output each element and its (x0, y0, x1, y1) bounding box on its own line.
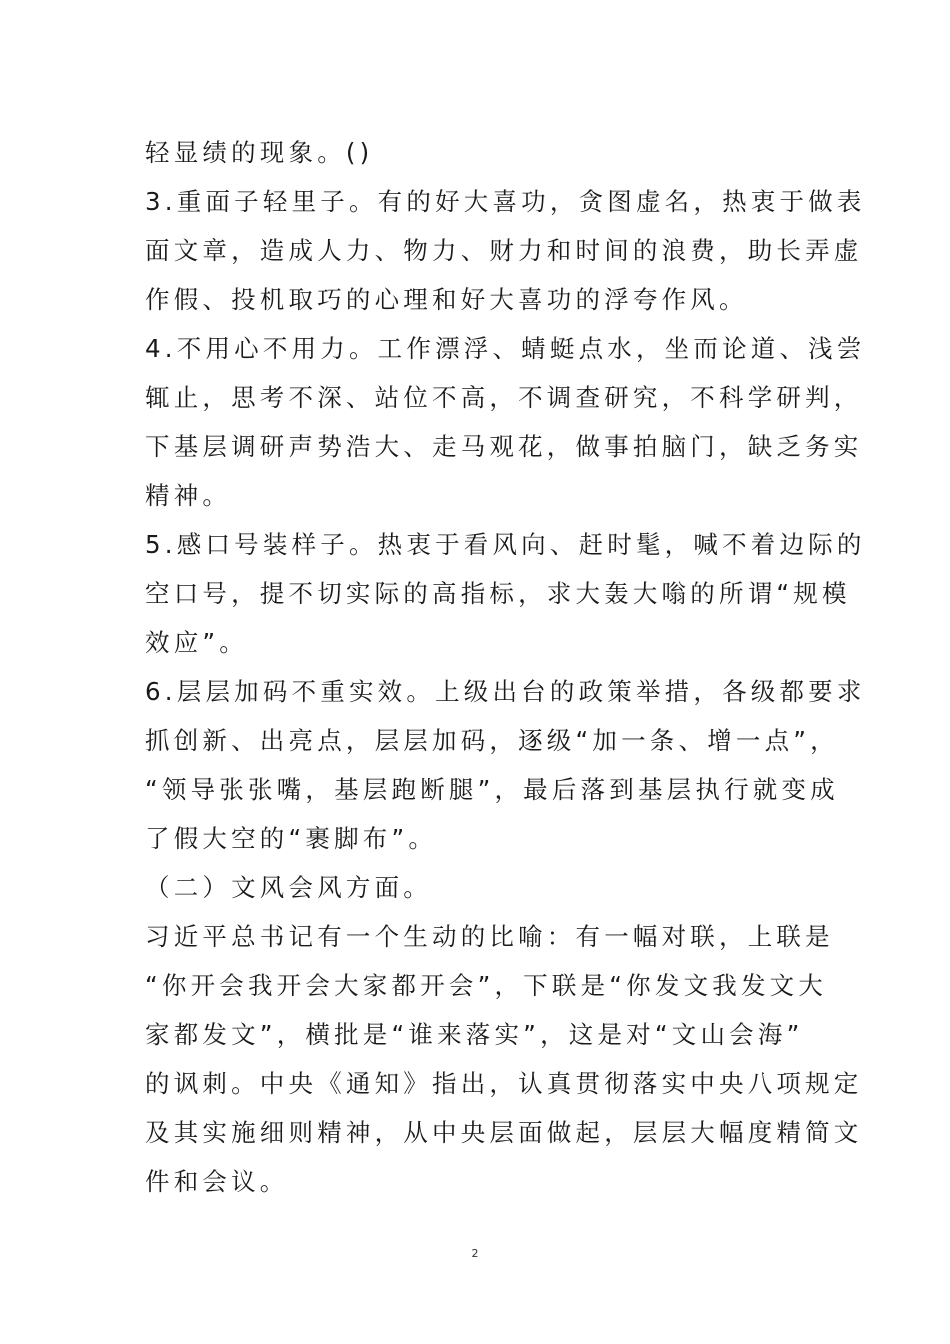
text-line: “领导张张嘴，基层跑断腿”，最后落到基层执行就变成 (145, 775, 839, 804)
text-line: 抓创新、出亮点，层层加码，逐级“加一条、增一点”， (145, 726, 839, 755)
section-heading: （二）文风会风方面。 (145, 873, 432, 902)
text-line: 效应”。 (145, 628, 248, 657)
text-line: “你开会我开会大家都开会”，下联是“你发文我发文大 (145, 971, 828, 1000)
text-line: 5.感口号装样子。热衷于看风向、赶时髦，喊不着边际的 (145, 530, 866, 559)
text-line: 作假、投机取巧的心理和好大喜功的浮夸作风。 (145, 285, 748, 314)
text-line: 件和会议。 (145, 1167, 289, 1196)
text-line: 面文章，造成人力、物力、财力和时间的浪费，助长弄虚 (145, 236, 863, 265)
text-line: 习近平总书记有一个生动的比喻：有一幅对联，上联是 (145, 922, 834, 951)
text-line: 6.层层加码不重实效。上级出台的政策举措，各级都要求 (145, 677, 866, 706)
page-number: 2 (471, 1247, 479, 1260)
text-line: 空口号，提不切实际的高指标，求大轰大嗡的所谓“规模 (145, 579, 851, 608)
text-line: 精神。 (145, 481, 232, 510)
text-line: 下基层调研声势浩大、走马观花，做事拍脑门，缺乏务实 (145, 432, 863, 461)
document-body (145, 128, 866, 1206)
text-line: 及其实施细则精神，从中央层面做起，层层大幅度精简文 (145, 1118, 863, 1147)
text-line: 了假大空的“裹脚布”。 (145, 824, 438, 853)
text-line: 的讽刺。中央《通知》指出，认真贯彻落实中央八项规定 (145, 1069, 863, 1098)
text-line: 3.重面子轻里子。有的好大喜功，贪图虚名，热衷于做表 (145, 187, 866, 216)
text-line: 辄止，思考不深、站位不高，不调查研究，不科学研判， (145, 383, 863, 412)
text-line: 轻显绩的现象。() (145, 138, 374, 167)
text-line: 4.不用心不用力。工作漂浮、蜻蜓点水，坐而论道、浅尝 (145, 334, 866, 363)
text-line: 家都发文”，横批是“谁来落实”，这是对“文山会海” (145, 1020, 804, 1049)
